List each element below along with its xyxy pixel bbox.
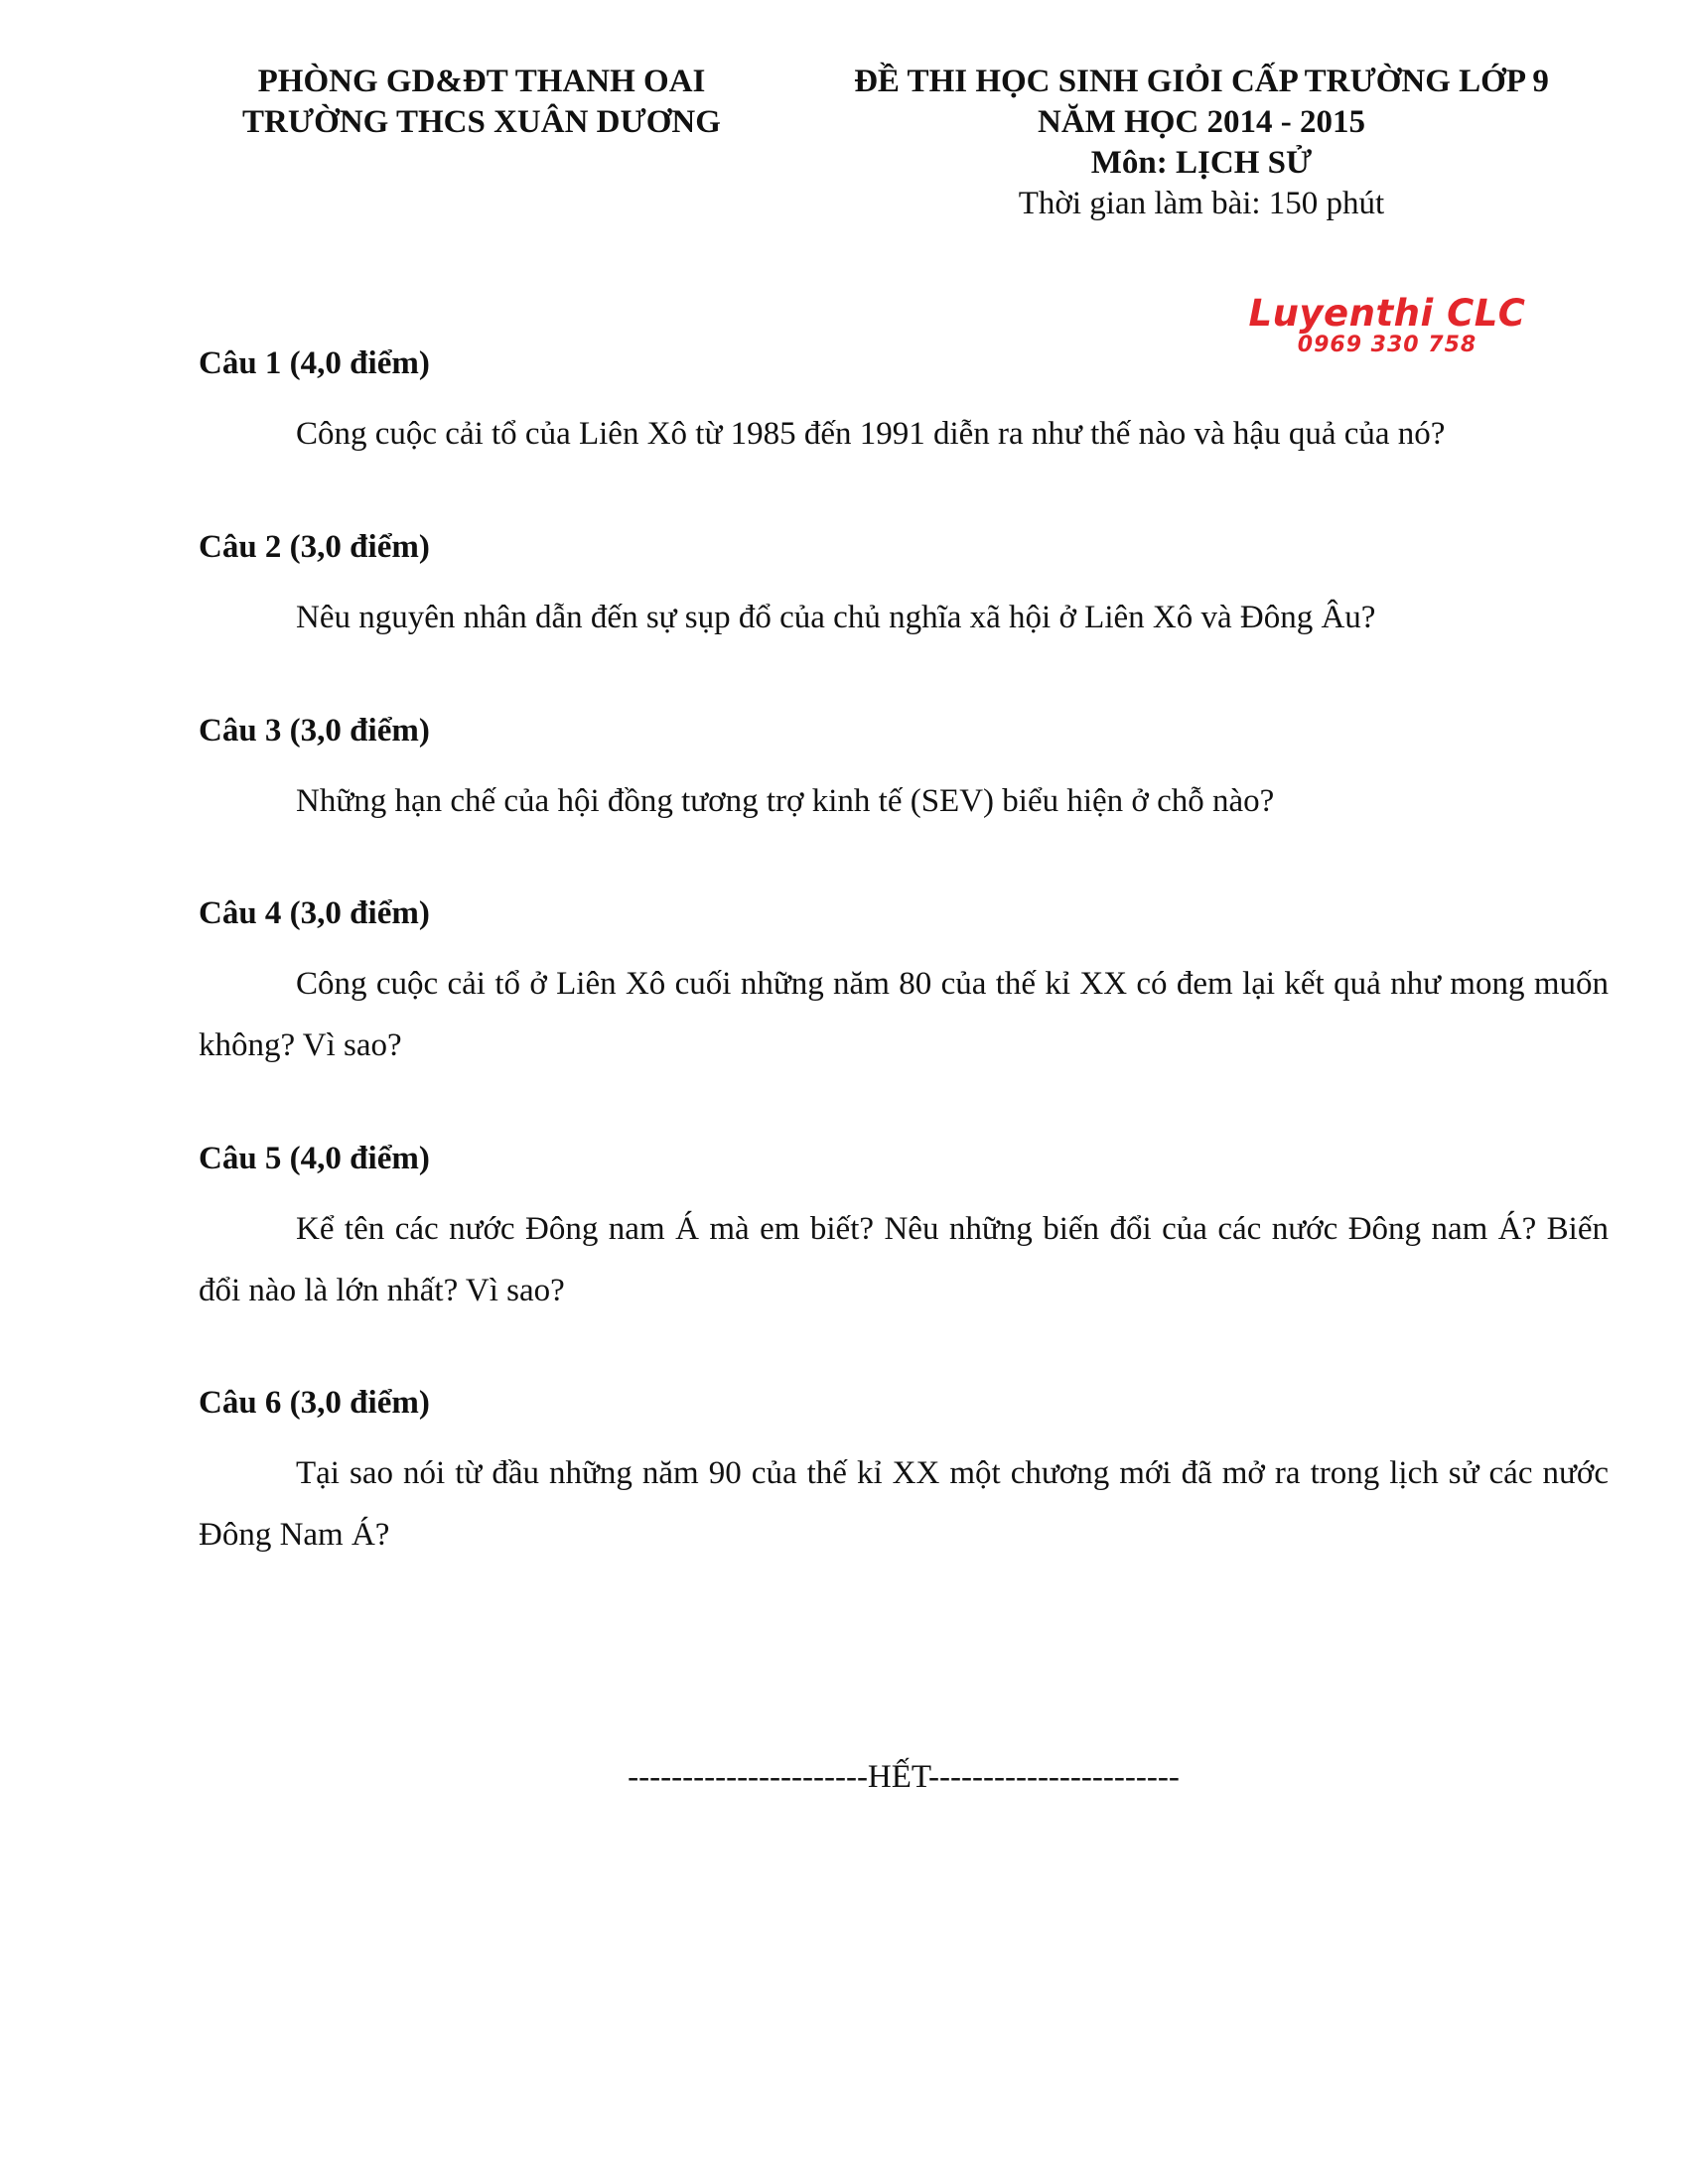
school-header bbox=[169, 62, 794, 143]
exam-header bbox=[814, 62, 1589, 224]
watermark-brand: Luyenthi CLC bbox=[1248, 292, 1526, 335]
question-text: Kể tên các nước Đông nam Á mà em biết? Nêu những biến đổi của các nước Đông nam Á? Biến đổi nào là lớn nhất? Vì sao? bbox=[199, 1211, 1609, 1308]
question-2 bbox=[199, 527, 1609, 648]
question-heading: Câu 3 (3,0 điểm) bbox=[199, 713, 430, 749]
watermark-phone: 0969 330 758 bbox=[1297, 333, 1477, 357]
time-limit: Thời gian làm bài: 150 phút bbox=[1018, 186, 1385, 221]
school-name: TRƯỜNG THCS XUÂN DƯƠNG bbox=[242, 104, 721, 140]
subject: Môn: LỊCH SỬ bbox=[1090, 145, 1313, 181]
question-heading: Câu 1 (4,0 điểm) bbox=[199, 345, 430, 381]
question-heading: Câu 2 (3,0 điểm) bbox=[199, 529, 430, 565]
question-heading: Câu 6 (3,0 điểm) bbox=[199, 1385, 430, 1421]
department-name: PHÒNG GD&ĐT THANH OAI bbox=[257, 64, 706, 99]
end-marker: ----------------------HẾT----------------------- bbox=[628, 1759, 1180, 1795]
question-heading: Câu 5 (4,0 điểm) bbox=[199, 1141, 430, 1176]
question-4 bbox=[199, 893, 1609, 1076]
exam-title: ĐỀ THI HỌC SINH GIỎI CẤP TRƯỜNG LỚP 9 bbox=[854, 64, 1549, 99]
question-3 bbox=[199, 711, 1609, 832]
question-text: Công cuộc cải tổ của Liên Xô từ 1985 đến 1991 diễn ra như thế nào và hậu quả của nó? bbox=[296, 416, 1446, 452]
school-year: NĂM HỌC 2014 - 2015 bbox=[1038, 104, 1365, 140]
question-6 bbox=[199, 1383, 1609, 1566]
question-text: Công cuộc cải tổ ở Liên Xô cuối những năm 80 của thế kỉ XX có đem lại kết quả như mong muốn không? Vì sao? bbox=[199, 966, 1609, 1063]
question-text: Nêu nguyên nhân dẫn đến sự sụp đổ của chủ nghĩa xã hội ở Liên Xô và Đông Âu? bbox=[296, 600, 1376, 635]
question-text: Những hạn chế của hội đồng tương trợ kinh tế (SEV) biểu hiện ở chỗ nào? bbox=[296, 783, 1275, 819]
question-heading: Câu 4 (3,0 điểm) bbox=[199, 895, 430, 931]
question-text: Tại sao nói từ đầu những năm 90 của thế kỉ XX một chương mới đã mở ra trong lịch sử các nước Đông Nam Á? bbox=[199, 1455, 1609, 1553]
question-1 bbox=[199, 343, 1609, 465]
question-5 bbox=[199, 1139, 1609, 1321]
